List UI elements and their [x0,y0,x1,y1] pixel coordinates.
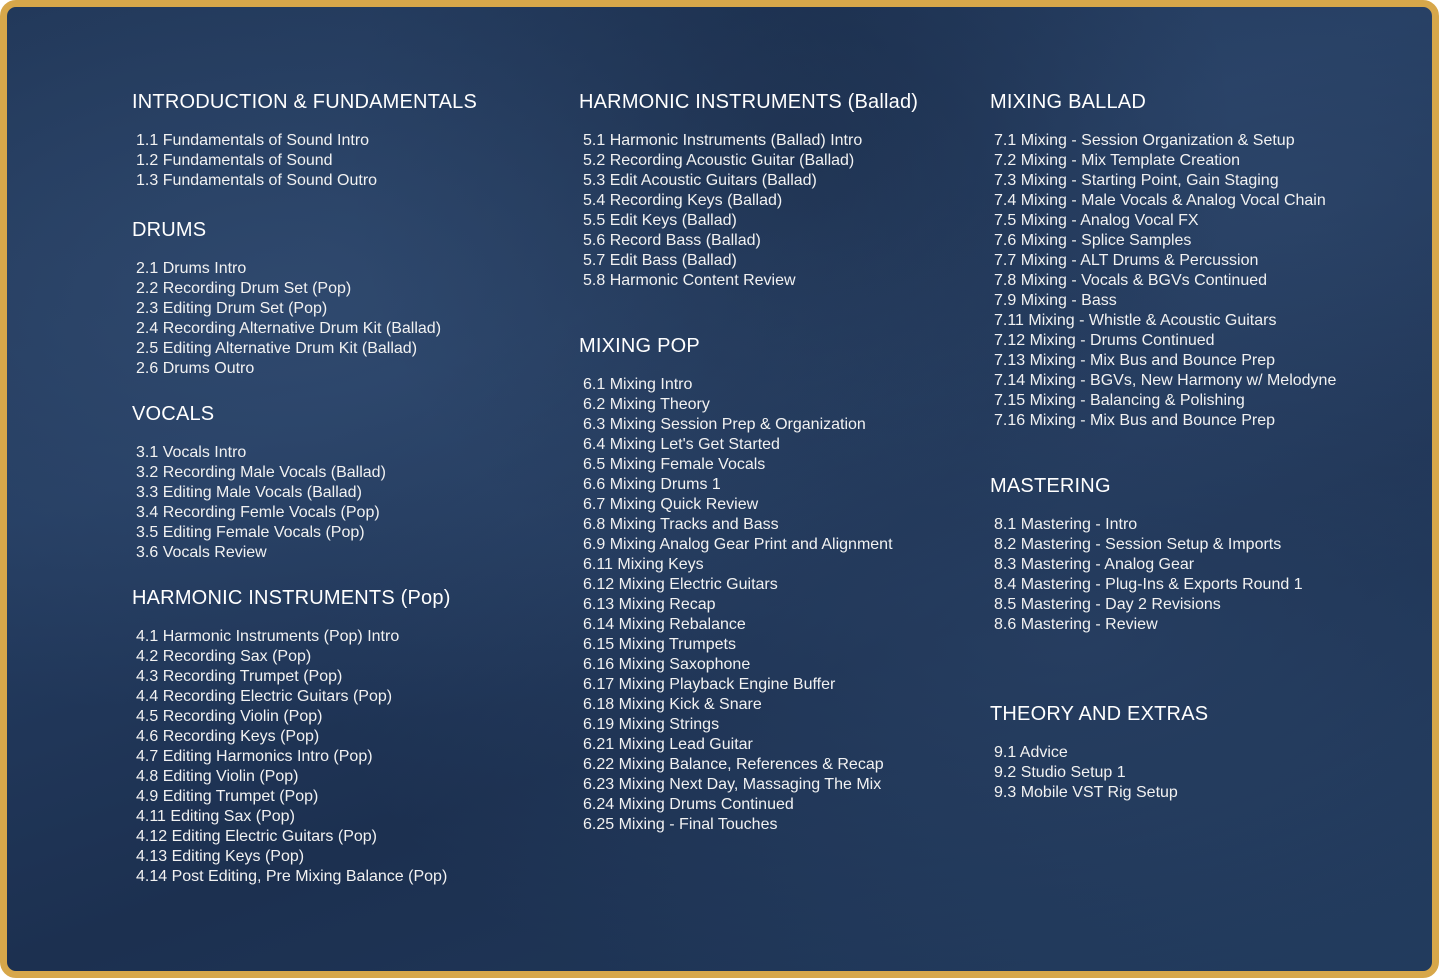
lesson-item: 6.4 Mixing Let's Get Started [583,436,780,453]
section-title: MIXING BALLAD [990,91,1146,113]
lesson-item: 8.6 Mastering - Review [994,616,1158,633]
lesson-item: 4.11 Editing Sax (Pop) [136,808,295,825]
lesson-item: 4.13 Editing Keys (Pop) [136,848,305,865]
lesson-item: 4.4 Recording Electric Guitars (Pop) [136,688,393,705]
lesson-item: 6.6 Mixing Drums 1 [583,476,721,493]
lesson-list [136,131,477,191]
lesson-item: 7.8 Mixing - Vocals & BGVs Continued [994,272,1268,289]
lesson-list [994,743,1208,803]
section-title: HARMONIC INSTRUMENTS (Ballad) [579,91,919,113]
lesson-item: 6.17 Mixing Playback Engine Buffer [583,676,836,693]
section-drums [132,218,441,379]
lesson-item: 2.6 Drums Outro [136,360,255,377]
lesson-item: 6.2 Mixing Theory [583,396,710,413]
section-title: DRUMS [132,219,207,241]
lesson-item: 6.19 Mixing Strings [583,716,720,733]
lesson-item: 2.5 Editing Alternative Drum Kit (Ballad) [136,340,418,357]
lesson-item: 7.15 Mixing - Balancing & Polishing [994,392,1245,409]
lesson-item: 4.8 Editing Violin (Pop) [136,768,299,785]
lesson-item: 4.5 Recording Violin (Pop) [136,708,323,725]
lesson-item: 2.2 Recording Drum Set (Pop) [136,280,352,297]
lesson-list [136,443,386,563]
lesson-item: 5.7 Edit Bass (Ballad) [583,252,737,269]
lesson-list [583,375,893,835]
section-title: INTRODUCTION & FUNDAMENTALS [132,91,478,113]
section-vocals [132,402,386,563]
lesson-item: 6.21 Mixing Lead Guitar [583,736,753,753]
lesson-item: 3.2 Recording Male Vocals (Ballad) [136,464,386,481]
lesson-item: 8.1 Mastering - Intro [994,516,1138,533]
lesson-item: 1.3 Fundamentals of Sound Outro [136,172,378,189]
lesson-item: 7.16 Mixing - Mix Bus and Bounce Prep [994,412,1276,429]
section-mixing-ballad [990,90,1336,431]
lesson-item: 8.4 Mastering - Plug-Ins & Exports Round 1 [994,576,1303,593]
lesson-item: 6.13 Mixing Recap [583,596,716,613]
lesson-list [136,627,451,887]
lesson-item: 7.5 Mixing - Analog Vocal FX [994,212,1199,229]
lesson-list [994,515,1303,635]
lesson-item: 3.5 Editing Female Vocals (Pop) [136,524,365,541]
lesson-item: 6.3 Mixing Session Prep & Organization [583,416,866,433]
lesson-item: 6.22 Mixing Balance, References & Recap [583,756,884,773]
lesson-item: 6.7 Mixing Quick Review [583,496,759,513]
section-title: VOCALS [132,403,215,425]
lesson-item: 6.25 Mixing - Final Touches [583,816,778,833]
section-title: HARMONIC INSTRUMENTS (Pop) [132,587,451,609]
lesson-item: 6.24 Mixing Drums Continued [583,796,794,813]
lesson-item: 2.4 Recording Alternative Drum Kit (Ballad) [136,320,442,337]
lesson-item: 1.2 Fundamentals of Sound [136,152,333,169]
lesson-item: 3.4 Recording Femle Vocals (Pop) [136,504,380,521]
lesson-item: 6.18 Mixing Kick & Snare [583,696,762,713]
lesson-item: 5.2 Recording Acoustic Guitar (Ballad) [583,152,855,169]
lesson-item: 6.5 Mixing Female Vocals [583,456,766,473]
lesson-item: 5.1 Harmonic Instruments (Ballad) Intro [583,132,863,149]
lesson-item: 7.1 Mixing - Session Organization & Setup [994,132,1295,149]
section-theory-extras [990,702,1208,803]
lesson-item: 7.2 Mixing - Mix Template Creation [994,152,1241,169]
lesson-item: 3.6 Vocals Review [136,544,267,561]
lesson-item: 7.12 Mixing - Drums Continued [994,332,1215,349]
lesson-item: 6.16 Mixing Saxophone [583,656,751,673]
lesson-item: 9.2 Studio Setup 1 [994,764,1126,781]
lesson-item: 6.23 Mixing Next Day, Massaging The Mix [583,776,882,793]
lesson-item: 7.6 Mixing - Splice Samples [994,232,1192,249]
lesson-item: 6.12 Mixing Electric Guitars [583,576,778,593]
lesson-item: 5.3 Edit Acoustic Guitars (Ballad) [583,172,817,189]
section-title: MIXING POP [579,335,700,357]
lesson-item: 7.3 Mixing - Starting Point, Gain Staging [994,172,1279,189]
lesson-item: 5.6 Record Bass (Ballad) [583,232,761,249]
lesson-item: 8.3 Mastering - Analog Gear [994,556,1195,573]
lesson-item: 6.8 Mixing Tracks and Bass [583,516,779,533]
lesson-item: 7.9 Mixing - Bass [994,292,1117,309]
lesson-list [136,259,441,379]
lesson-item: 4.7 Editing Harmonics Intro (Pop) [136,748,373,765]
lesson-item: 1.1 Fundamentals of Sound Intro [136,132,370,149]
lesson-item: 9.3 Mobile VST Rig Setup [994,784,1178,801]
lesson-item: 9.1 Advice [994,744,1068,761]
lesson-item: 4.9 Editing Trumpet (Pop) [136,788,319,805]
lesson-item: 6.14 Mixing Rebalance [583,616,746,633]
lesson-item: 7.11 Mixing - Whistle & Acoustic Guitars [994,312,1277,329]
lesson-item: 6.9 Mixing Analog Gear Print and Alignment [583,536,893,553]
section-introduction [132,90,477,191]
lesson-item: 2.1 Drums Intro [136,260,247,277]
section-harmonic-ballad [579,90,918,291]
section-title: MASTERING [990,475,1111,497]
lesson-item: 4.1 Harmonic Instruments (Pop) Intro [136,628,400,645]
lesson-item: 4.2 Recording Sax (Pop) [136,648,312,665]
lesson-item: 4.6 Recording Keys (Pop) [136,728,320,745]
lesson-item: 5.4 Recording Keys (Ballad) [583,192,783,209]
section-mastering [990,474,1303,635]
lesson-item: 8.2 Mastering - Session Setup & Imports [994,536,1282,553]
lesson-item: 2.3 Editing Drum Set (Pop) [136,300,328,317]
section-mixing-pop [579,334,893,835]
lesson-item: 3.3 Editing Male Vocals (Ballad) [136,484,362,501]
section-title: THEORY AND EXTRAS [990,703,1209,725]
lesson-item: 6.15 Mixing Trumpets [583,636,736,653]
lesson-item: 8.5 Mastering - Day 2 Revisions [994,596,1221,613]
lesson-item: 4.3 Recording Trumpet (Pop) [136,668,343,685]
lesson-item: 5.8 Harmonic Content Review [583,272,796,289]
lesson-item: 4.12 Editing Electric Guitars (Pop) [136,828,377,845]
lesson-item: 7.7 Mixing - ALT Drums & Percussion [994,252,1259,269]
lesson-item: 7.4 Mixing - Male Vocals & Analog Vocal Chain [994,192,1326,209]
lesson-list [994,131,1336,431]
lesson-item: 7.13 Mixing - Mix Bus and Bounce Prep [994,352,1276,369]
lesson-item: 3.1 Vocals Intro [136,444,247,461]
lesson-list [583,131,918,291]
lesson-item: 6.11 Mixing Keys [583,556,704,573]
lesson-item: 5.5 Edit Keys (Ballad) [583,212,737,229]
section-harmonic-pop [132,586,451,887]
lesson-item: 6.1 Mixing Intro [583,376,693,393]
lesson-item: 7.14 Mixing - BGVs, New Harmony w/ Melodyne [994,372,1337,389]
lesson-item: 4.14 Post Editing, Pre Mixing Balance (Pop) [136,868,448,885]
